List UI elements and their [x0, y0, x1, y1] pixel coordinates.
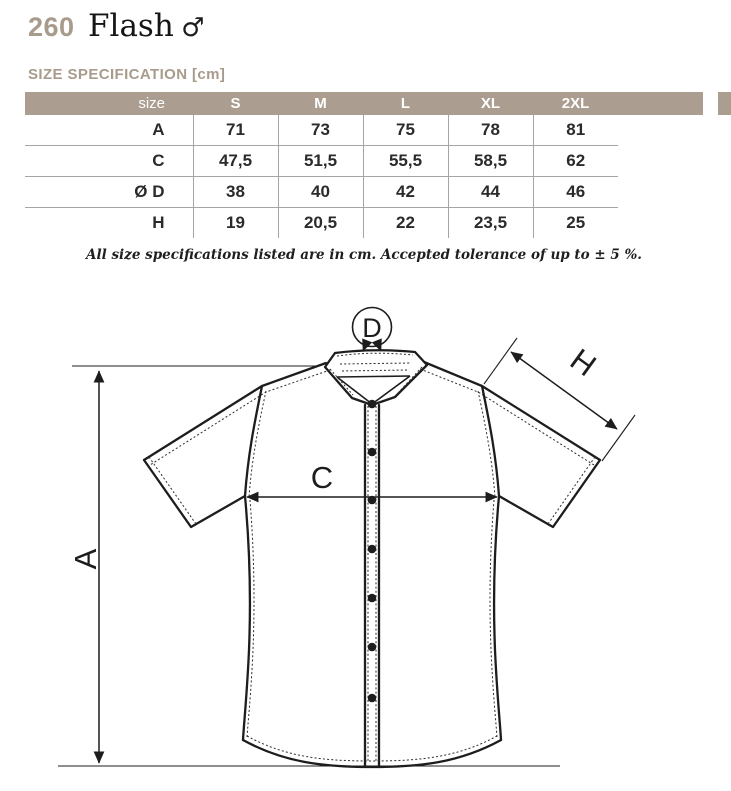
row-label-h: H: [25, 208, 193, 239]
product-code: 260: [28, 12, 75, 42]
col-header-m: M: [278, 92, 363, 115]
cell-h-l: 22: [363, 208, 448, 239]
shirt-measurement-diagram: [0, 290, 731, 791]
dimension-h-label: H: [563, 341, 603, 384]
cell-c-xl: 58,5: [448, 146, 533, 177]
dimension-d: [353, 308, 392, 352]
cell-c-l: 55,5: [363, 146, 448, 177]
cell-a-l: 75: [363, 115, 448, 146]
table-row: [25, 115, 703, 146]
col-header-s: S: [193, 92, 278, 115]
page-title: [28, 8, 205, 44]
cell-d-l: 42: [363, 177, 448, 208]
dimension-d-label: D: [362, 313, 382, 343]
product-name: Flash: [88, 8, 174, 44]
male-gender-icon: ♂: [181, 13, 205, 43]
col-header-xl: XL: [448, 92, 533, 115]
cell-h-m: 20,5: [278, 208, 363, 239]
dimension-a: [68, 371, 103, 763]
row-label-c: C: [25, 146, 193, 177]
col-header-2xl: 2XL: [533, 92, 618, 115]
cell-h-2xl: 25: [533, 208, 618, 239]
dimension-c: [247, 460, 497, 497]
table-row: [25, 208, 703, 239]
cell-a-s: 71: [193, 115, 278, 146]
section-heading: SIZE SPECIFICATION [cm]: [28, 66, 226, 83]
dimension-c-label: C: [310, 460, 334, 495]
cell-h-s: 19: [193, 208, 278, 239]
cell-d-m: 40: [278, 177, 363, 208]
cell-a-2xl: 81: [533, 115, 618, 146]
buttons: [368, 400, 377, 703]
row-label-a: A: [152, 120, 165, 139]
cell-d-s: 38: [193, 177, 278, 208]
header-band-fragment: [718, 92, 731, 115]
cell-d-xl: 44: [448, 177, 533, 208]
col-header-size: size: [25, 92, 193, 115]
cell-a-xl: 78: [448, 115, 533, 146]
cell-a-m: 73: [278, 115, 363, 146]
col-header-filler: [618, 92, 703, 115]
table-row: [25, 146, 703, 177]
dimension-h: [484, 338, 635, 461]
table-row: [25, 177, 703, 208]
size-table: [25, 92, 703, 238]
dimension-a-label: A: [68, 548, 103, 570]
col-header-l: L: [363, 92, 448, 115]
tolerance-note: All size specifications listed are in cm. Accepted tolerance of up to ± 5 %.: [86, 247, 642, 263]
shirt-drawing: [144, 350, 600, 767]
button-placket: [365, 405, 379, 766]
size-table-header-row: [25, 92, 703, 115]
cell-h-xl: 23,5: [448, 208, 533, 239]
cell-d-2xl: 46: [533, 177, 618, 208]
cell-c-s: 47,5: [193, 146, 278, 177]
row-label-d: Ø D: [25, 177, 193, 208]
cell-c-m: 51,5: [278, 146, 363, 177]
cell-c-2xl: 62: [533, 146, 618, 177]
